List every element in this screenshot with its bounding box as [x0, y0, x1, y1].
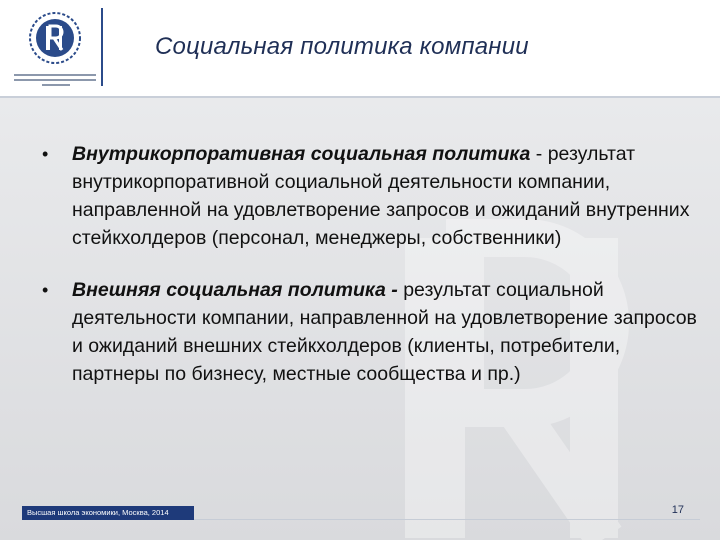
slide-content — [0, 98, 720, 540]
bullet-marker: • — [42, 144, 49, 164]
bullet-term: Внутрикорпоративная социальная политика — [72, 143, 531, 165]
logo-caption-line — [14, 79, 96, 81]
bullet-text: результат социальной деятельности компании, направленной на удовлетворение запросов и ожиданий внешних стейкхолдеров (клиенты, потребители, партнеры по бизнесу, местные сообщества и пр.) — [72, 279, 697, 385]
bullet-external-policy — [40, 276, 700, 388]
hse-university-logo-icon — [12, 8, 98, 92]
bullet-list — [40, 140, 700, 412]
logo-caption-line — [14, 74, 96, 76]
footer-text: Высшая школа экономики, Москва, 2014 — [27, 508, 169, 517]
footer-line — [194, 519, 700, 520]
slide-header — [0, 0, 720, 98]
bullet-internal-policy — [40, 140, 700, 252]
bullet-text: - результат внутрикорпоративной социальной деятельности компании, направленной на удовлетворение запросов и ожиданий внутренних стейкхолдеров (персонал, менеджеры, собственники) — [72, 143, 690, 249]
logo-caption-line — [42, 84, 70, 86]
bullet-marker: • — [42, 280, 49, 300]
header-divider — [101, 8, 103, 86]
slide-title: Социальная политика компании — [155, 33, 529, 60]
page-number: 17 — [671, 504, 684, 516]
hse-emblem-icon — [27, 8, 83, 70]
bullet-term: Внешняя социальная политика - — [72, 279, 398, 301]
